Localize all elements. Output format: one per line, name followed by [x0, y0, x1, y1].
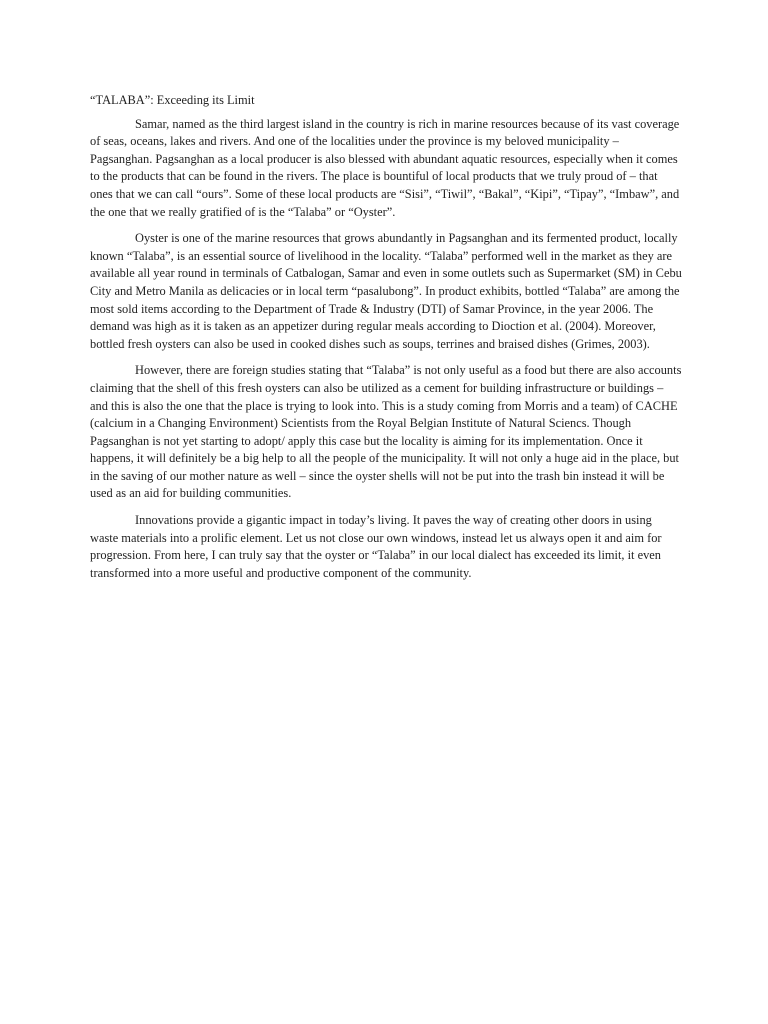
- paragraph-1: Samar, named as the third largest island in the country is rich in marine resources because of its vast coverage of seas, oceans, lakes and rivers. And one of the localities under the province is my beloved municipality – Pagsanghan. Pagsanghan as a local producer is also blessed with abundant aquatic resources, especially when it comes to the products that can be found in the rivers. The place is bountiful of local products that we truly proud of – that ones that we can call “ours”. Some of these local products are “Sisi”, “Tiwil”, “Bakal”, “Kipi”, “Tipay”, “Imbaw”, and the one that we really gratified of is the “Talaba” or “Oyster”.: [90, 116, 680, 219]
- paragraph-4: Innovations provide a gigantic impact in today’s living. It paves the way of creating other doors in using waste materials into a prolific element. Let us not close our own windows, instead let us always open it and aim for progression. From here, I can truly say that the oyster or “Talaba” in our local dialect has exceeded its limit, it even transformed into a more useful and productive component of the community.: [90, 513, 662, 580]
- document-title: “TALABA”: Exceeding its Limit: [90, 93, 255, 107]
- paragraph-3: However, there are foreign studies stating that “Talaba” is not only useful as a food but there are also accounts claiming that the shell of this fresh oysters can also be utilized as a cement for building infrastructure or buildings – and this is also the one that the place is trying to look into. This is a study coming from Morris and a team) of CACHE (calcium in a Changing Environment) Scientists from the Royal Belgian Institute of Natural Sciencs. Though Pagsanghan is not yet starting to adopt/ apply this case but the locality is aiming for its implementation. Once it happens, it will definitely be a big help to all the people of the municipality. It will not only a huge aid in the place, but in the saving of our mother nature as well – since the oyster shells will not be put into the trash bin instead it will be used as an aid for building communities.: [90, 363, 682, 501]
- document-body: [90, 92, 682, 591]
- paragraph-2: Oyster is one of the marine resources that grows abundantly in Pagsanghan and its fermented product, locally known “Talaba”, is an essential source of livelihood in the locality. “Talaba” performed well in the market as they are available all year round in terminals of Catbalogan, Samar and even in some outlets such as Supermarket (SM) in Cebu City and Metro Manila as delicacies or in local term “pasalubong”. In product exhibits, bottled “Talaba” are among the most sold items according to the Department of Trade & Industry (DTI) of Samar Province, in the year 2006. The demand was high as it is taken as an appetizer during regular meals according to Dioction et al. (2004). Moreover, bottled fresh oysters can also be used in cooked dishes such as soups, terrines and braised dishes (Grimes, 2003).: [90, 231, 682, 351]
